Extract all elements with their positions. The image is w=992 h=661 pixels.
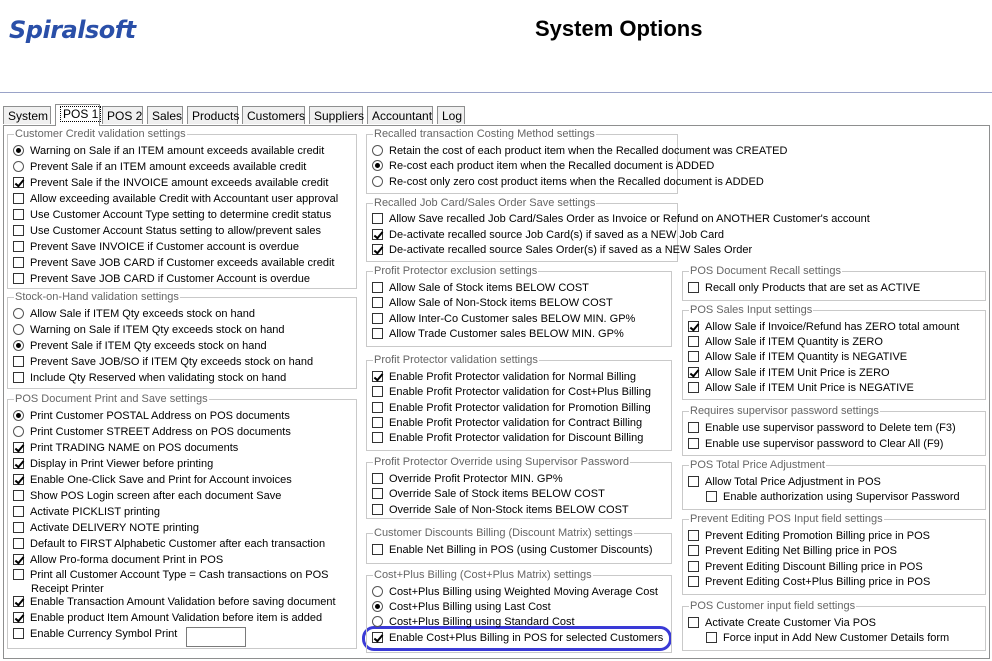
radio-warning-on-sale-if-item-qty-exceeds-stoc[interactable] — [13, 322, 285, 338]
checkbox-icon[interactable] — [688, 422, 699, 433]
option-label: Allow Sale if ITEM Quantity is NEGATIVE — [705, 351, 908, 363]
checkbox-icon[interactable] — [688, 545, 699, 556]
checkbox-enable-authorization-using-supervisor-pa[interactable] — [706, 489, 960, 505]
option-label: Allow exceeding available Credit with Accountant user approval — [30, 193, 339, 205]
option-label: Cost+Plus Billing using Standard Cost — [389, 616, 575, 628]
radio-button-icon[interactable] — [13, 161, 24, 172]
checkbox-enable-use-supervisor-password-to-delete[interactable] — [688, 420, 956, 436]
checkbox-recall-only-products-that-are-set-as-act[interactable] — [688, 280, 920, 296]
checkbox-enable-profit-protector-validation-for-d[interactable] — [372, 430, 643, 446]
checkbox-enable-profit-protector-validation-for-c[interactable] — [372, 415, 642, 431]
checkbox-prevent-sale-if-the-invoice-amount-excee[interactable] — [13, 175, 328, 191]
option-label: Allow Pro-forma document Print in POS — [30, 554, 224, 566]
checkbox-icon[interactable] — [688, 367, 699, 378]
option-label: Prevent Editing Promotion Billing price in POS — [705, 530, 930, 542]
option-label: Prevent Sale if an ITEM amount exceeds available credit — [30, 161, 307, 173]
tab-label: POS 1 — [60, 106, 101, 122]
checkbox-icon[interactable] — [688, 476, 699, 487]
group-sales-input — [682, 304, 986, 400]
checkbox-icon[interactable] — [372, 632, 383, 643]
checkbox-prevent-editing-cost-plus-billing-price-[interactable] — [688, 574, 930, 590]
checkbox-activate-delivery-note-printing[interactable] — [13, 520, 199, 536]
checkbox-enable-cost-plus-billing-in-pos-for-sele[interactable] — [372, 630, 663, 646]
checkbox-icon[interactable] — [13, 612, 24, 623]
checkbox-allow-total-price-adjustment-in-pos[interactable] — [688, 474, 881, 490]
checkbox-force-input-in-add-new-customer-details-[interactable] — [706, 630, 949, 646]
group-prevent-edit — [682, 513, 986, 595]
option-label: Allow Sale of Non-Stock items BELOW COST — [389, 297, 613, 309]
tab-label: Accountant — [372, 109, 433, 123]
checkbox-de-activate-recalled-source-job-card-s-i[interactable] — [372, 227, 724, 243]
group-credit — [7, 128, 357, 289]
option-label: Enable product Item Amount Validation before item is added — [30, 612, 323, 624]
checkbox-icon[interactable] — [372, 213, 383, 224]
checkbox-icon[interactable] — [372, 544, 383, 555]
checkbox-icon[interactable] — [13, 522, 24, 533]
checkbox-enable-profit-protector-validation-for-n[interactable] — [372, 369, 636, 385]
option-label: Prevent Save JOB/SO if ITEM Qty exceeds stock on hand — [30, 356, 314, 368]
checkbox-override-profit-protector-min-gp[interactable] — [372, 471, 563, 487]
checkbox-icon[interactable] — [372, 417, 383, 428]
option-label: Allow Sale if ITEM Unit Price is NEGATIVE — [705, 382, 914, 394]
option-label: Activate DELIVERY NOTE printing — [30, 522, 199, 534]
tab-system[interactable] — [3, 106, 51, 124]
group-stock — [7, 291, 357, 389]
option-label: Prevent Save JOB CARD if Customer Account is overdue — [30, 273, 311, 285]
group-title: POS Document Print and Save settings — [15, 393, 208, 405]
radio-allow-sale-if-item-qty-exceeds-stock-on-[interactable] — [13, 306, 255, 322]
group-title: Profit Protector Override using Supervisor Password — [374, 456, 629, 468]
checkbox-override-sale-of-non-stock-items-below-c[interactable] — [372, 502, 629, 518]
radio-prevent-sale-if-an-item-amount-exceeds-a[interactable] — [13, 159, 306, 175]
option-label: De-activate recalled source Job Card(s) if saved as a NEW Job Card — [389, 229, 725, 241]
radio-button-icon[interactable] — [372, 586, 383, 597]
option-label: Print Customer STREET Address on POS documents — [30, 426, 291, 438]
option-label: Enable use supervisor password to Delete tem (F3) — [705, 422, 956, 434]
tab-sales[interactable] — [147, 106, 183, 124]
option-label: Prevent Editing Cost+Plus Billing price in POS — [705, 576, 931, 588]
checkbox-enable-transaction-amount-validation-bef[interactable] — [13, 594, 336, 610]
option-label: Enable Profit Protector validation for Cost+Plus Billing — [389, 386, 651, 398]
checkbox-icon[interactable] — [13, 506, 24, 517]
radio-button-icon[interactable] — [372, 145, 383, 156]
checkbox-icon[interactable] — [688, 561, 699, 572]
option-label: Allow Inter-Co Customer sales BELOW MIN. GP% — [389, 313, 636, 325]
group-title: POS Total Price Adjustment — [690, 459, 825, 471]
group-title: Stock-on-Hand validation settings — [15, 291, 179, 303]
checkbox-enable-profit-protector-validation-for-p[interactable] — [372, 400, 651, 416]
option-label: Allow Sale of Stock items BELOW COST — [389, 282, 589, 294]
tab-label: Suppliers — [314, 109, 365, 123]
radio-button-icon[interactable] — [372, 176, 383, 187]
checkbox-allow-sale-if-item-unit-price-is-zero[interactable] — [688, 365, 890, 381]
group-pp-validation — [366, 354, 672, 451]
page-title: System Options — [535, 16, 703, 41]
checkbox-enable-use-supervisor-password-to-clear-[interactable] — [688, 436, 943, 452]
currency-symbol-input[interactable] — [186, 627, 246, 647]
group-supervisor — [682, 405, 986, 456]
checkbox-icon[interactable] — [13, 442, 24, 453]
radio-button-icon[interactable] — [13, 145, 24, 156]
checkbox-allow-sale-if-item-quantity-is-negative[interactable] — [688, 349, 907, 365]
checkbox-allow-pro-forma-document-print-in-pos[interactable] — [13, 552, 223, 568]
checkbox-allow-inter-co-customer-sales-below-min-[interactable] — [372, 311, 635, 327]
option-label: Enable Profit Protector validation for Normal Billing — [389, 371, 637, 383]
checkbox-icon[interactable] — [13, 273, 24, 284]
tab-pos-2[interactable] — [102, 106, 143, 124]
checkbox-icon[interactable] — [372, 504, 383, 515]
group-recalled-job — [366, 197, 870, 262]
group-title: POS Sales Input settings — [690, 304, 813, 316]
checkbox-display-in-print-viewer-before-printing[interactable] — [13, 456, 213, 472]
checkbox-icon[interactable] — [372, 244, 383, 255]
checkbox-icon[interactable] — [13, 569, 24, 580]
radio-print-customer-postal-address-on-pos-doc[interactable] — [13, 408, 290, 424]
checkbox-icon[interactable] — [688, 576, 699, 587]
option-label: De-activate recalled source Sales Order(s) if saved as a NEW Sales Order — [389, 244, 753, 256]
group-pp-exclusion — [366, 265, 672, 347]
option-label: Prevent Editing Discount Billing price in POS — [705, 561, 923, 573]
radio-warning-on-sale-if-an-item-amount-exceed[interactable] — [13, 143, 324, 159]
radio-re-cost-only-zero-cost-product-items-whe[interactable] — [372, 174, 764, 190]
checkbox-icon[interactable] — [13, 177, 24, 188]
option-label: Prevent Sale if the INVOICE amount exceeds available credit — [30, 177, 329, 189]
option-label: Enable Transaction Amount Validation before saving document — [30, 596, 336, 608]
tab-label: Sales — [152, 109, 183, 123]
checkbox-print-trading-name-on-pos-documents[interactable] — [13, 440, 238, 456]
tab-log[interactable] — [437, 106, 465, 124]
option-label: Re-cost each product item when the Recalled document is ADDED — [389, 160, 715, 172]
tab-label: Customers — [247, 109, 306, 123]
group-title: Recalled Job Card/Sales Order Save settings — [374, 197, 596, 209]
option-label: Allow Sale if Invoice/Refund has ZERO total amount — [705, 321, 960, 333]
checkbox-icon[interactable] — [13, 628, 24, 639]
checkbox-icon[interactable] — [372, 402, 383, 413]
radio-print-customer-street-address-on-pos-doc[interactable] — [13, 424, 291, 440]
checkbox-icon[interactable] — [372, 488, 383, 499]
group-title: Profit Protector exclusion settings — [374, 265, 538, 277]
radio-prevent-sale-if-item-qty-exceeds-stock-o[interactable] — [13, 338, 267, 354]
checkbox-icon[interactable] — [372, 328, 383, 339]
checkbox-icon[interactable] — [13, 225, 24, 236]
option-label: Enable use supervisor password to Clear All (F9) — [705, 438, 944, 450]
option-label: Override Sale of Stock items BELOW COST — [389, 488, 605, 500]
checkbox-prevent-editing-net-billing-price-in-pos[interactable] — [688, 543, 897, 559]
option-label: Include Qty Reserved when validating stock on hand — [30, 372, 287, 384]
option-label: Enable authorization using Supervisor Password — [723, 491, 960, 503]
checkbox-icon[interactable] — [13, 209, 24, 220]
option-label: Print TRADING NAME on POS documents — [30, 442, 239, 454]
option-label: Allow Sale if ITEM Quantity is ZERO — [705, 336, 883, 348]
tab-pos-1[interactable] — [55, 104, 100, 126]
checkbox-icon[interactable] — [688, 617, 699, 628]
option-label: Warning on Sale if ITEM Qty exceeds stock on hand — [30, 324, 285, 336]
tab-accountant[interactable] — [367, 106, 433, 124]
checkbox-icon[interactable] — [372, 473, 383, 484]
checkbox-icon[interactable] — [688, 438, 699, 449]
checkbox-default-to-first-alphabetic-customer-aft[interactable] — [13, 536, 325, 552]
option-label: Enable Profit Protector validation for Discount Billing — [389, 432, 644, 444]
checkbox-icon[interactable] — [688, 530, 699, 541]
option-label: Override Sale of Non-Stock items BELOW COST — [389, 504, 629, 516]
checkbox-icon[interactable] — [688, 336, 699, 347]
option-label: Retain the cost of each product item when the Recalled document was CREATED — [389, 145, 788, 157]
option-label: Use Customer Account Type setting to determine credit status — [30, 209, 332, 221]
checkbox-de-activate-recalled-source-sales-order-[interactable] — [372, 242, 752, 258]
checkbox-allow-sale-if-invoice-refund-has-zero-to[interactable] — [688, 319, 959, 335]
option-label: Allow Sale if ITEM Qty exceeds stock on hand — [30, 308, 255, 320]
checkbox-allow-exceeding-available-credit-with-ac[interactable] — [13, 191, 338, 207]
option-label: Print Customer POSTAL Address on POS documents — [30, 410, 290, 422]
checkbox-icon[interactable] — [688, 282, 699, 293]
checkbox-icon[interactable] — [13, 458, 24, 469]
checkbox-icon[interactable] — [13, 257, 24, 268]
checkbox-icon[interactable] — [706, 491, 717, 502]
checkbox-prevent-editing-promotion-billing-price-[interactable] — [688, 528, 930, 544]
group-title: Customer Credit validation settings — [15, 128, 186, 140]
group-recalled-costing — [366, 128, 788, 194]
checkbox-prevent-save-job-card-if-customer-exceed[interactable] — [13, 255, 334, 271]
group-cust-input — [682, 600, 986, 651]
group-title: Prevent Editing POS Input field settings — [690, 513, 883, 525]
radio-cost-plus-billing-using-standard-cost[interactable] — [372, 614, 575, 630]
option-label: Force input in Add New Customer Details form — [723, 632, 950, 644]
radio-button-icon[interactable] — [372, 601, 383, 612]
checkbox-allow-sale-if-item-quantity-is-zero[interactable] — [688, 334, 883, 350]
option-label: Prevent Editing Net Billing price in POS — [705, 545, 897, 557]
option-label: Activate Create Customer Via POS — [705, 617, 876, 629]
spiralsoft-logo: Spiralsoft — [9, 16, 136, 44]
option-label: Enable Profit Protector validation for Promotion Billing — [389, 402, 651, 414]
checkbox-icon[interactable] — [13, 490, 24, 501]
group-discounts — [366, 527, 672, 564]
radio-cost-plus-billing-using-last-cost[interactable] — [372, 599, 551, 615]
radio-button-icon[interactable] — [13, 426, 24, 437]
checkbox-icon[interactable] — [13, 554, 24, 565]
checkbox-icon[interactable] — [372, 371, 383, 382]
checkbox-use-customer-account-type-setting-to-det[interactable] — [13, 207, 331, 223]
radio-button-icon[interactable] — [13, 308, 24, 319]
option-label: Prevent Sale if ITEM Qty exceeds stock on hand — [30, 340, 267, 352]
option-label-continued: Receipt Printer — [31, 583, 104, 595]
radio-button-icon[interactable] — [13, 324, 24, 335]
checkbox-enable-product-item-amount-validation-be[interactable] — [13, 610, 322, 626]
group-title: Profit Protector validation settings — [374, 354, 538, 366]
checkbox-icon[interactable] — [372, 386, 383, 397]
option-label: Activate PICKLIST printing — [30, 506, 161, 518]
checkbox-enable-net-billing-in-pos-using-customer[interactable] — [372, 542, 653, 558]
checkbox-enable-profit-protector-validation-for-c[interactable] — [372, 384, 651, 400]
option-label: Display in Print Viewer before printing — [30, 458, 214, 470]
option-label: Enable One-Click Save and Print for Account invoices — [30, 474, 292, 486]
option-label: Enable Net Billing in POS (using Customer Discounts) — [389, 544, 653, 556]
option-label: Prevent Save JOB CARD if Customer exceeds available credit — [30, 257, 335, 269]
checkbox-icon[interactable] — [13, 193, 24, 204]
group-title: POS Document Recall settings — [690, 265, 842, 277]
checkbox-override-sale-of-stock-items-below-cost[interactable] — [372, 486, 605, 502]
checkbox-icon[interactable] — [13, 241, 24, 252]
radio-cost-plus-billing-using-weighted-moving-[interactable] — [372, 584, 658, 600]
checkbox-icon[interactable] — [688, 382, 699, 393]
tab-label: Log — [442, 109, 463, 123]
radio-button-icon[interactable] — [13, 340, 24, 351]
radio-button-icon[interactable] — [13, 410, 24, 421]
checkbox-allow-sale-of-stock-items-below-cost[interactable] — [372, 280, 589, 296]
tab-suppliers[interactable] — [309, 106, 363, 124]
checkbox-use-customer-account-status-setting-to-a[interactable] — [13, 223, 321, 239]
checkbox-icon[interactable] — [706, 632, 717, 643]
option-label: Allow Sale if ITEM Unit Price is ZERO — [705, 367, 890, 379]
option-label: Cost+Plus Billing using Weighted Moving Average Cost — [389, 586, 658, 598]
option-label: Override Profit Protector MIN. GP% — [389, 473, 563, 485]
option-label: Show POS Login screen after each document Save — [30, 490, 282, 502]
checkbox-allow-trade-customer-sales-below-min-gp[interactable] — [372, 326, 624, 342]
group-print — [7, 393, 357, 649]
option-label: Cost+Plus Billing using Last Cost — [389, 601, 551, 613]
checkbox-icon[interactable] — [372, 229, 383, 240]
option-label: Default to FIRST Alphabetic Customer after each transaction — [30, 538, 326, 550]
group-title: Recalled transaction Costing Method settings — [374, 128, 595, 140]
checkbox-activate-picklist-printing[interactable] — [13, 504, 160, 520]
option-label: Enable Cost+Plus Billing in POS for selected Customers — [389, 632, 664, 644]
tab-customers[interactable] — [242, 106, 305, 124]
group-pp-override — [366, 456, 672, 519]
checkbox-allow-save-recalled-job-card-sales-order[interactable] — [372, 211, 870, 227]
checkbox-icon[interactable] — [13, 356, 24, 367]
group-doc-recall — [682, 265, 986, 301]
checkbox-prevent-save-job-so-if-item-qty-exceeds-[interactable] — [13, 354, 313, 370]
group-title: Customer Discounts Billing (Discount Matrix) settings — [374, 527, 633, 539]
group-price-adj — [682, 459, 986, 510]
checkbox-icon[interactable] — [13, 372, 24, 383]
header-strip — [0, 66, 992, 93]
checkbox-icon[interactable] — [372, 432, 383, 443]
option-label: Allow Total Price Adjustment in POS — [705, 476, 881, 488]
checkbox-enable-currency-symbol-print[interactable] — [13, 626, 177, 642]
group-costplus — [366, 569, 672, 653]
group-title: Requires supervisor password settings — [690, 405, 879, 417]
tab-label: System — [8, 109, 49, 123]
option-label: Use Customer Account Status setting to allow/prevent sales — [30, 225, 322, 237]
option-label: Recall only Products that are set as ACTIVE — [705, 282, 921, 294]
checkbox-icon[interactable] — [688, 321, 699, 332]
group-title: POS Customer input field settings — [690, 600, 856, 612]
checkbox-icon[interactable] — [13, 474, 24, 485]
checkbox-icon[interactable] — [13, 538, 24, 549]
app-header — [0, 0, 992, 67]
radio-button-icon[interactable] — [372, 160, 383, 171]
option-label: Print all Customer Account Type = Cash transactions on POS — [30, 569, 329, 581]
checkbox-include-qty-reserved-when-validating-sto[interactable] — [13, 370, 286, 386]
checkbox-prevent-save-invoice-if-customer-account[interactable] — [13, 239, 299, 255]
option-label: Allow Trade Customer sales BELOW MIN. GP% — [389, 328, 624, 340]
option-label: Warning on Sale if an ITEM amount exceeds available credit — [30, 145, 325, 157]
checkbox-show-pos-login-screen-after-each-documen[interactable] — [13, 488, 281, 504]
option-label: Enable Currency Symbol Print — [30, 628, 178, 640]
option-label: Re-cost only zero cost product items when the Recalled document is ADDED — [389, 176, 764, 188]
checkbox-icon[interactable] — [372, 313, 383, 324]
option-label: Prevent Save INVOICE if Customer account is overdue — [30, 241, 300, 253]
checkbox-activate-create-customer-via-pos[interactable] — [688, 615, 876, 631]
tab-label: POS 2 — [107, 109, 143, 123]
radio-button-icon[interactable] — [372, 616, 383, 627]
checkbox-enable-one-click-save-and-print-for-acco[interactable] — [13, 472, 292, 488]
radio-re-cost-each-product-item-when-the-recal[interactable] — [372, 158, 714, 174]
checkbox-icon[interactable] — [372, 282, 383, 293]
checkbox-icon[interactable] — [13, 596, 24, 607]
checkbox-allow-sale-of-non-stock-items-below-cost[interactable] — [372, 295, 613, 311]
checkbox-allow-sale-if-item-unit-price-is-negativ[interactable] — [688, 380, 914, 396]
checkbox-icon[interactable] — [688, 351, 699, 362]
tab-label: Products — [192, 109, 240, 123]
checkbox-prevent-save-job-card-if-customer-accoun[interactable] — [13, 271, 310, 287]
group-title: Cost+Plus Billing (Cost+Plus Matrix) settings — [374, 569, 592, 581]
option-label: Allow Save recalled Job Card/Sales Order as Invoice or Refund on ANOTHER Customer's account — [389, 213, 870, 225]
tab-products[interactable] — [187, 106, 238, 124]
checkbox-icon[interactable] — [372, 297, 383, 308]
checkbox-prevent-editing-discount-billing-price-i[interactable] — [688, 559, 923, 575]
option-label: Enable Profit Protector validation for Contract Billing — [389, 417, 643, 429]
radio-retain-the-cost-of-each-product-item-whe[interactable] — [372, 143, 787, 159]
